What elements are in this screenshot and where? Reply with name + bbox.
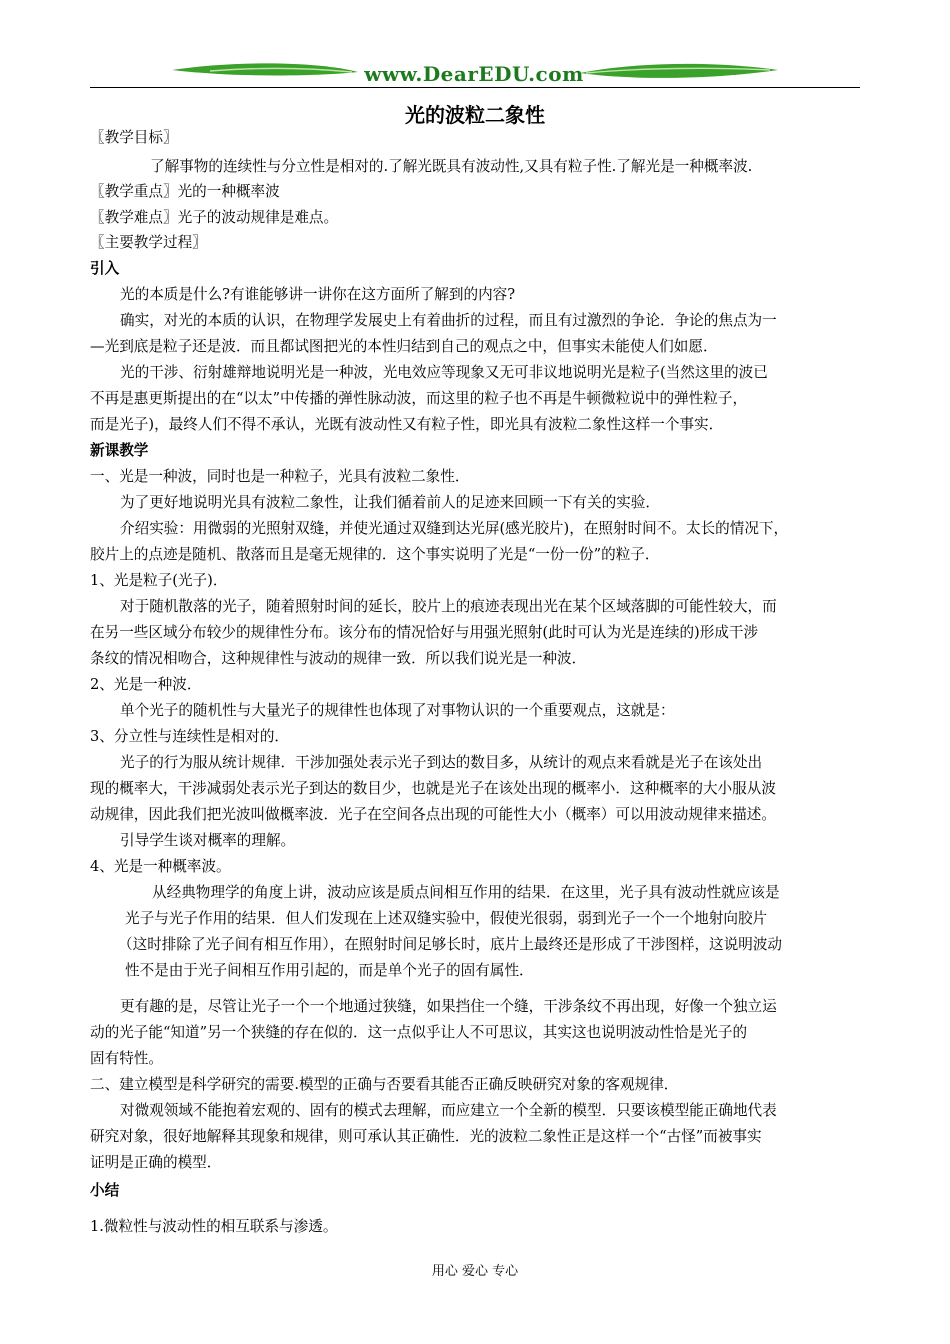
paragraph-line: 4、光是一种概率波。 [90,858,231,875]
paragraph-line: 为了更好地说明光具有波粒二象性，让我们循着前人的足迹来回顾一下有关的实验． [120,494,660,511]
paragraph-line: 一、光是一种波，同时也是一种粒子，光具有波粒二象性． [90,468,470,485]
paragraph-line: 确实，对光的本质的认识，在物理学发展史上有着曲折的过程，而且有过激烈的争论．争论的焦点为一 [120,312,777,329]
header-divider [90,87,860,88]
paragraph-line: 光的干涉、衍射雄辩地说明光是一种波，光电效应等现象又无可非议地说明光是粒子(当然这里的波已 [120,364,768,381]
paragraph-line: 光的本质是什么?有谁能够讲一讲你在这方面所了解到的内容? [120,286,516,303]
paragraph-line: 胶片上的点迹是随机、散落而且是毫无规律的．这个事实说明了光是“一份一份”的粒子． [90,546,660,563]
paragraph-line: 动的光子能“知道”另一个狭缝的存在似的．这一点似乎让人不可思议，其实这也说明波动性恰是光子的 [90,1024,748,1041]
paragraph-line: 对微观领域不能抱着宏观的、固有的模式去理解，而应建立一个全新的模型．只要该模型能正确地代表 [120,1102,777,1119]
paragraph-line: —光到底是粒子还是波．而且都试图把光的本性归结到自己的观点之中，但事实未能使人们如愿． [90,338,718,355]
subheading: 小结 [90,1182,120,1199]
section-heading: 〖教学难点〗光子的波动规律是难点。 [90,209,339,226]
paragraph-line: 更有趣的是，尽管让光子一个一个地通过狭缝，如果挡住一个缝，干涉条纹不再出现，好像一个独立运 [120,998,777,1015]
paragraph-line: 对于随机散落的光子，随着照射时间的延长，胶片上的痕迹表现出光在某个区域落脚的可能性较大，而 [120,598,777,615]
subheading: 引入 [90,260,120,277]
paragraph-line: 单个光子的随机性与大量光子的规律性也体现了对事物认识的一个重要观点，这就是： [120,702,675,719]
section-heading: 〖主要教学过程〗 [90,234,207,251]
paragraph-line: 2、光是一种波． [90,676,202,693]
paragraph-line: 光子的行为服从统计规律．干涉加强处表示光子到达的数目多，从统计的观点来看就是光子在该处出 [120,754,763,771]
section-heading: 〖教学目标〗 [90,129,178,146]
page-title: 光的波粒二象性 [405,103,545,127]
paragraph-line: 固有特性。 [90,1050,163,1067]
paragraph-line: 研究对象，很好地解释其现象和规律，则可承认其正确性．光的波粒二象性正是这样一个“古怪”而被事实 [90,1128,762,1145]
paragraph-line: 1.微粒性与波动性的相互联系与渗透。 [90,1218,338,1235]
site-logo-text: www.DearEDU.com [364,62,584,86]
section-heading: 〖教学重点〗光的一种概率波 [90,183,280,200]
paragraph-line: 在另一些区域分布较少的规律性分布。该分布的情况恰好与用强光照射(此时可认为光是连续的)形成干涉 [90,624,759,641]
paragraph-line: 从经典物理学的角度上讲，波动应该是质点间相互作用的结果．在这里，光子具有波动性就应该是 [152,884,780,901]
paragraph-line: 而是光子)，最终人们不得不承认，光既有波动性又有粒子性，即光具有波粒二象性这样一个事实． [90,416,724,433]
paragraph-line: 光子与光子作用的结果．但人们发现在上述双缝实验中，假使光很弱，弱到光子一个一个地射向胶片 [125,910,768,927]
paragraph-line: 1、光是粒子(光子)． [90,572,228,589]
paragraph-line: 引导学生谈对概率的理解。 [120,832,296,849]
paragraph-line: 条纹的情况相吻合，这种规律性与波动的规律一致．所以我们说光是一种波． [90,650,587,667]
paragraph-line: 证明是正确的模型． [90,1154,222,1171]
paragraph-line: 了解事物的连续性与分立性是相对的.了解光既具有波动性,又具有粒子性.了解光是一种概率波. [150,158,753,175]
paragraph-line: 3、分立性与连续性是相对的． [90,728,290,745]
paragraph-line: 现的概率大，干涉减弱处表示光子到达的数目少，也就是光子在该处出现的概率小．这种概率的大小服从波 [90,780,776,797]
paragraph-line: 不再是惠更斯提出的在“以太”中传播的弹性脉动波，而这里的粒子也不再是牛顿微粒说中的弹性粒子， [90,390,748,407]
subheading: 新课教学 [90,442,149,459]
paragraph-line: 动规律，因此我们把光波叫做概率波．光子在空间各点出现的可能性大小（概率）可以用波动规律来描述。 [90,806,776,823]
paragraph-line: 介绍实验：用微弱的光照射双缝，并使光通过双缝到达光屏(感光胶片)，在照射时间不。太长的情况下， [120,520,789,537]
paragraph-line: 性不是由于光子间相互作用引起的，而是单个光子的固有属性． [125,962,534,979]
paragraph-line: 二、建立模型是科学研究的需要.模型的正确与否要看其能否正确反映研究对象的客观规律． [90,1076,679,1093]
page-footer: 用心 爱心 专心 [431,1264,519,1279]
paragraph-line: （这时排除了光子间有相互作用），在照射时间足够长时，底片上最终还是形成了干涉图样，这说明波动 [118,936,783,953]
